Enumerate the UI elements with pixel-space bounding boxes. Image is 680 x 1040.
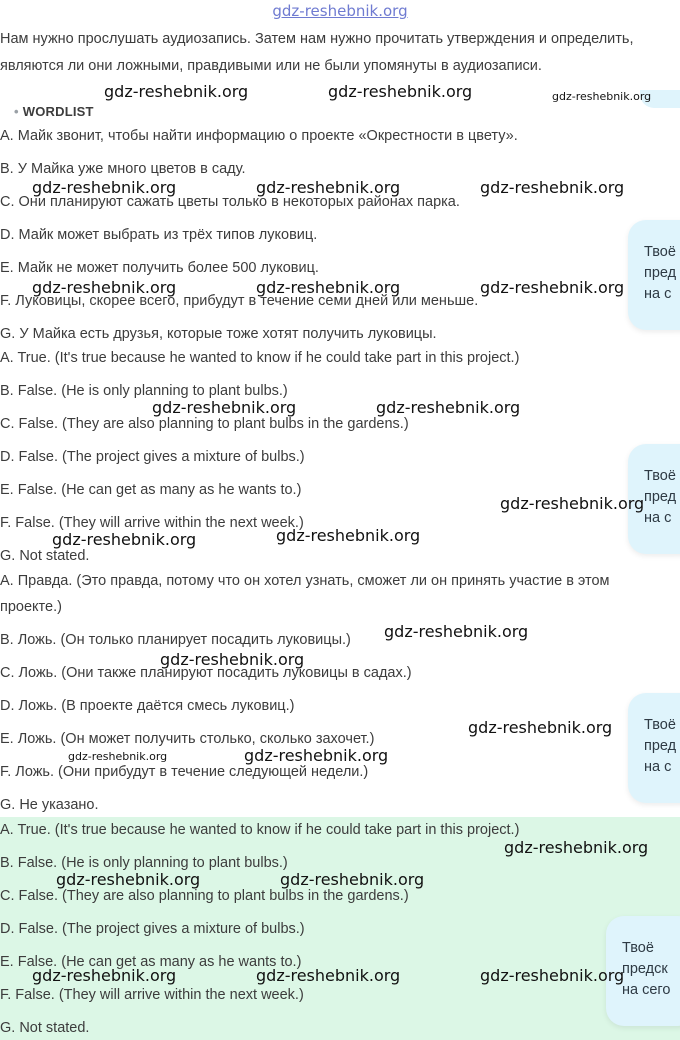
answer-en-b: B. False. (He is only planning to plant bulbs.) bbox=[0, 383, 288, 399]
watermark: gdz-reshebnik.org bbox=[276, 526, 421, 545]
watermark: gdz-reshebnik.org bbox=[384, 622, 529, 641]
answer-en-g: G. Not stated. bbox=[0, 548, 90, 564]
watermark: gdz-reshebnik.org bbox=[32, 178, 177, 197]
answer-en-e: E. False. (He can get as many as he wants to.) bbox=[0, 482, 302, 498]
answer-en2-c: C. False. (They are also planning to plant bulbs in the gardens.) bbox=[0, 888, 409, 904]
statement-c: C. Они планируют сажать цветы только в некоторых районах парка. bbox=[0, 194, 460, 210]
answer-ru-b: B. Ложь. (Он только планирует посадить луковицы.) bbox=[0, 632, 351, 648]
answer-en2-g: G. Not stated. bbox=[0, 1020, 90, 1036]
answer-ru-f: F. Ложь. (Они прибудут в течение следующей недели.) bbox=[0, 764, 369, 780]
promo-line-3: на с bbox=[644, 510, 672, 526]
answer-en-c: C. False. (They are also planning to plant bulbs in the gardens.) bbox=[0, 416, 409, 432]
watermark: gdz-reshebnik.org bbox=[56, 870, 201, 889]
watermark: gdz-reshebnik.org bbox=[256, 278, 401, 297]
watermark: gdz-reshebnik.org bbox=[480, 966, 625, 985]
watermark: gdz-reshebnik.org bbox=[376, 398, 521, 417]
watermark: gdz-reshebnik.org bbox=[480, 278, 625, 297]
intro-paragraph: Нам нужно прослушать аудиозапись. Затем нам нужно прочитать утверждения и определить, являются ли они ложными, правдивыми или не были упомянуты в аудиозаписи. bbox=[0, 31, 634, 74]
promo-line-3: на с bbox=[644, 759, 672, 775]
answer-ru-a: A. Правда. (Это правда, потому что он хотел узнать, сможет ли он принять участие в этом проекте.) bbox=[0, 573, 610, 615]
answer-en2-d: D. False. (The project gives a mixture of bulbs.) bbox=[0, 921, 305, 937]
watermark: gdz-reshebnik.org bbox=[244, 746, 389, 765]
promo-line-1: Твоё bbox=[644, 717, 676, 733]
watermark: gdz-reshebnik.org bbox=[552, 90, 652, 103]
site-header-link[interactable]: gdz-reshebnik.org bbox=[272, 2, 408, 20]
promo-line-1: Твоё bbox=[644, 244, 676, 260]
statement-g: G. У Майка есть друзья, которые тоже хотят получить луковицы. bbox=[0, 326, 437, 342]
answer-ru-g: G. Не указано. bbox=[0, 797, 99, 813]
wordlist-label[interactable] bbox=[14, 104, 94, 119]
answer-en-f: F. False. (They will arrive within the next week.) bbox=[0, 515, 304, 531]
answer-en2-f: F. False. (They will arrive within the next week.) bbox=[0, 987, 304, 1003]
answer-en2-e: E. False. (He can get as many as he wants to.) bbox=[0, 954, 302, 970]
promo-line-3: на сего bbox=[622, 982, 671, 998]
bullet-icon: • bbox=[14, 104, 19, 119]
promo-card[interactable] bbox=[628, 693, 680, 803]
answer-en2-a: A. True. (It's true because he wanted to know if he could take part in this project.) bbox=[0, 822, 520, 838]
statement-a: A. Майк звонит, чтобы найти информацию о проекте «Окрестности в цвету». bbox=[0, 128, 518, 144]
promo-line-2: пред bbox=[644, 738, 677, 754]
watermark: gdz-reshebnik.org bbox=[68, 750, 168, 763]
watermark: gdz-reshebnik.org bbox=[500, 494, 645, 513]
answer-en2-b: B. False. (He is only planning to plant bulbs.) bbox=[0, 855, 288, 871]
promo-line-2: предск bbox=[622, 961, 668, 977]
promo-line-2: пред bbox=[644, 265, 677, 281]
wordlist-text: WORDLIST bbox=[22, 104, 94, 119]
answer-en-a: A. True. (It's true because he wanted to know if he could take part in this project.) bbox=[0, 350, 520, 366]
answer-ru-c: C. Ложь. (Они также планируют посадить луковицы в садах.) bbox=[0, 665, 412, 681]
watermark: gdz-reshebnik.org bbox=[32, 278, 177, 297]
answer-en-d: D. False. (The project gives a mixture of bulbs.) bbox=[0, 449, 305, 465]
statement-f: F. Луковицы, скорее всего, прибудут в течение семи дней или меньше. bbox=[0, 293, 479, 309]
statement-d: D. Майк может выбрать из трёх типов луковиц. bbox=[0, 227, 318, 243]
watermark: gdz-reshebnik.org bbox=[256, 178, 401, 197]
watermark: gdz-reshebnik.org bbox=[468, 718, 613, 737]
promo-line-3: на с bbox=[644, 286, 672, 302]
answer-ru-e: E. Ложь. (Он может получить столько, сколько захочет.) bbox=[0, 731, 375, 747]
watermark: gdz-reshebnik.org bbox=[160, 650, 305, 669]
promo-line-2: пред bbox=[644, 489, 677, 505]
watermark: gdz-reshebnik.org bbox=[52, 530, 197, 549]
watermark: gdz-reshebnik.org bbox=[256, 966, 401, 985]
promo-card[interactable] bbox=[628, 220, 680, 330]
watermark: gdz-reshebnik.org bbox=[280, 870, 425, 889]
statement-b: B. У Майка уже много цветов в саду. bbox=[0, 161, 246, 177]
promo-line-1: Твоё bbox=[644, 468, 676, 484]
watermark: gdz-reshebnik.org bbox=[480, 178, 625, 197]
watermark: gdz-reshebnik.org bbox=[32, 966, 177, 985]
statement-e: E. Майк не может получить более 500 луковиц. bbox=[0, 260, 319, 276]
watermark: gdz-reshebnik.org bbox=[152, 398, 297, 417]
watermark: gdz-reshebnik.org bbox=[104, 82, 249, 101]
watermark: gdz-reshebnik.org bbox=[328, 82, 473, 101]
watermark: gdz-reshebnik.org bbox=[504, 838, 649, 857]
answer-ru-d: D. Ложь. (В проекте даётся смесь луковиц.) bbox=[0, 698, 295, 714]
promo-line-1: Твоё bbox=[622, 940, 654, 956]
